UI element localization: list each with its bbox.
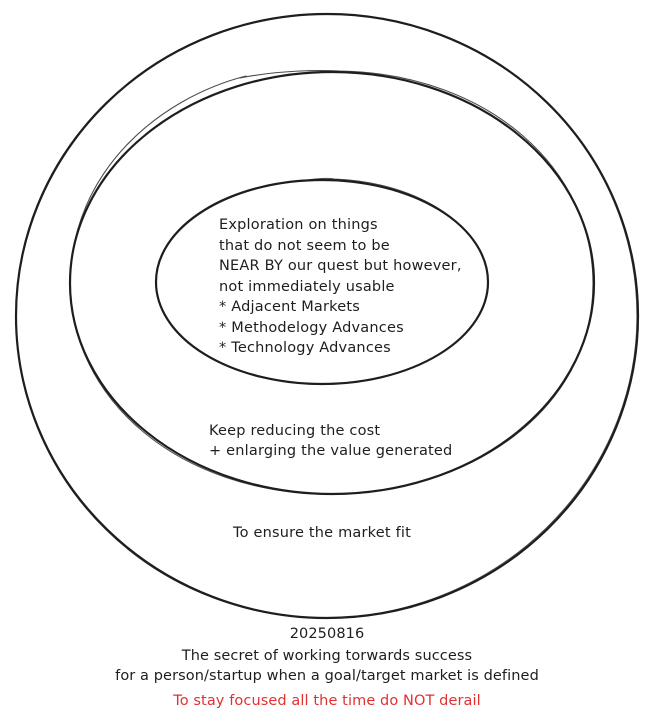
outer-ring-text: To ensure the market fit — [233, 525, 411, 541]
caption-highlight: To stay focused all the time do NOT derail — [173, 693, 481, 709]
inner-line-2: that do not seem to be — [219, 237, 390, 254]
caption-line-2: for a person/startup when a goal/target market is defined — [115, 668, 539, 684]
inner-circle-text — [219, 215, 462, 359]
middle-ring-text — [209, 421, 452, 461]
inner-line-1: Exploration on things — [219, 217, 378, 233]
caption-line-1: The secret of working torwards success — [181, 648, 473, 664]
caption-date: 20250816 — [289, 626, 365, 642]
inner-bullet-adjacent-markets: * Adjacent Markets — [219, 299, 361, 315]
inner-bullet-methodelogy-advances: * Methodelogy Advances — [219, 319, 404, 336]
inner-line-3: NEAR BY our quest but however, — [219, 258, 462, 274]
inner-line-4: not immediately usable — [219, 278, 395, 295]
inner-bullet-technology-advances: * Technology Advances — [219, 340, 391, 356]
middle-line-1: Keep reducing the cost — [209, 423, 381, 439]
middle-line-2: + enlarging the value generated — [209, 443, 453, 459]
